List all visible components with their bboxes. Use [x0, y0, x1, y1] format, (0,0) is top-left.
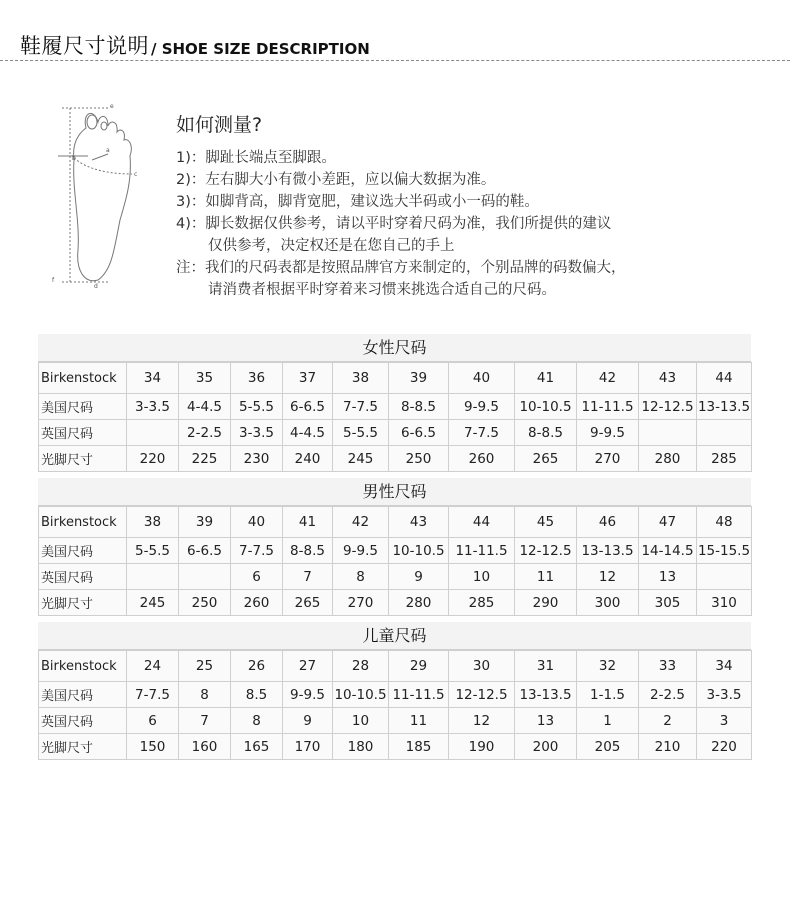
size-cell: 305	[639, 590, 697, 616]
foot-label-d: d	[94, 283, 98, 290]
size-cell: 6	[231, 564, 283, 590]
size-cell: 200	[515, 734, 577, 760]
foot-label-c: c	[134, 171, 138, 178]
size-cell: 8	[179, 682, 231, 708]
howto-line-4: 4)：脚长数据仅供参考，请以平时穿着尺码为准，我们所提供的建议	[176, 216, 612, 232]
size-cell: 11-11.5	[449, 538, 515, 564]
men-size-title: 男性尺码	[38, 478, 751, 506]
size-cell: 38	[127, 507, 179, 538]
howto-line-2: 2)：左右脚大小有微小差距，应以偏大数据为准。	[176, 172, 496, 188]
header-divider	[0, 60, 790, 61]
size-tables	[38, 334, 751, 760]
size-cell: 205	[577, 734, 639, 760]
size-cell: 210	[639, 734, 697, 760]
row-label: Birkenstock	[39, 507, 127, 538]
size-cell: 300	[577, 590, 639, 616]
foot-label-b: b	[72, 155, 76, 162]
size-cell: 7-7.5	[127, 682, 179, 708]
size-cell: 5-5.5	[127, 538, 179, 564]
row-label: 美国尺码	[39, 394, 127, 420]
size-cell: 7	[283, 564, 333, 590]
howto-line-1: 1)：脚趾长端点至脚跟。	[176, 150, 336, 166]
size-cell: 7-7.5	[449, 420, 515, 446]
kids-size-table	[38, 650, 752, 760]
size-row	[39, 363, 752, 394]
page-title-cn: 鞋履尺寸说明	[20, 34, 149, 58]
page-header	[20, 28, 370, 60]
foot-label-f: f	[52, 277, 55, 284]
size-cell: 9	[283, 708, 333, 734]
howto-note-2: 请消费者根据平时穿着来习惯来挑选合适自己的尺码。	[208, 282, 556, 298]
row-label: Birkenstock	[39, 651, 127, 682]
size-cell: 8-8.5	[389, 394, 449, 420]
size-cell: 3-3.5	[127, 394, 179, 420]
size-cell: 265	[283, 590, 333, 616]
size-cell: 220	[127, 446, 179, 472]
kids-size-section	[38, 622, 751, 760]
size-cell: 32	[577, 651, 639, 682]
size-cell: 6-6.5	[283, 394, 333, 420]
size-cell: 180	[333, 734, 389, 760]
men-size-section	[38, 478, 751, 616]
size-cell: 13-13.5	[515, 682, 577, 708]
howto-line-5: 仅供参考，决定权还是在您自己的手上	[208, 238, 455, 254]
row-label: 光脚尺寸	[39, 734, 127, 760]
size-row	[39, 538, 752, 564]
size-cell: 45	[515, 507, 577, 538]
size-cell: 11	[389, 708, 449, 734]
size-cell: 28	[333, 651, 389, 682]
size-cell: 15-15.5	[697, 538, 752, 564]
size-cell: 230	[231, 446, 283, 472]
size-cell: 4-4.5	[283, 420, 333, 446]
size-cell: 12-12.5	[515, 538, 577, 564]
size-cell: 8-8.5	[515, 420, 577, 446]
women-size-table	[38, 362, 752, 472]
row-label: 英国尺码	[39, 564, 127, 590]
size-cell: 43	[389, 507, 449, 538]
size-cell: 2-2.5	[639, 682, 697, 708]
size-row	[39, 446, 752, 472]
size-cell: 8-8.5	[283, 538, 333, 564]
size-cell: 9-9.5	[283, 682, 333, 708]
size-cell: 6-6.5	[179, 538, 231, 564]
size-cell	[697, 420, 752, 446]
size-cell: 38	[333, 363, 389, 394]
size-cell: 31	[515, 651, 577, 682]
size-cell: 7-7.5	[231, 538, 283, 564]
size-cell	[639, 420, 697, 446]
size-cell: 29	[389, 651, 449, 682]
size-cell: 11	[515, 564, 577, 590]
size-cell: 48	[697, 507, 752, 538]
size-row	[39, 420, 752, 446]
size-cell: 280	[639, 446, 697, 472]
row-label: 光脚尺寸	[39, 446, 127, 472]
size-cell: 2-2.5	[179, 420, 231, 446]
size-cell	[697, 564, 752, 590]
size-cell: 25	[179, 651, 231, 682]
size-cell: 7-7.5	[333, 394, 389, 420]
size-cell: 3-3.5	[697, 682, 752, 708]
size-cell: 40	[231, 507, 283, 538]
men-size-table	[38, 506, 752, 616]
size-cell: 10-10.5	[389, 538, 449, 564]
foot-label-e: e	[110, 103, 114, 110]
size-cell: 260	[231, 590, 283, 616]
size-cell: 1	[577, 708, 639, 734]
size-cell: 44	[449, 507, 515, 538]
size-cell: 3	[697, 708, 752, 734]
size-cell: 12-12.5	[639, 394, 697, 420]
size-row	[39, 708, 752, 734]
size-cell: 245	[333, 446, 389, 472]
size-cell: 24	[127, 651, 179, 682]
size-cell: 9-9.5	[449, 394, 515, 420]
size-cell: 10-10.5	[333, 682, 389, 708]
size-cell: 11-11.5	[577, 394, 639, 420]
size-cell	[127, 420, 179, 446]
size-cell: 13	[515, 708, 577, 734]
size-cell	[127, 564, 179, 590]
size-row	[39, 507, 752, 538]
size-cell: 12-12.5	[449, 682, 515, 708]
page-title-en: / SHOE SIZE DESCRIPTION	[151, 40, 370, 58]
size-cell: 26	[231, 651, 283, 682]
size-cell: 13-13.5	[577, 538, 639, 564]
size-cell: 34	[697, 651, 752, 682]
size-cell: 47	[639, 507, 697, 538]
women-size-title: 女性尺码	[38, 334, 751, 362]
size-cell: 165	[231, 734, 283, 760]
size-row	[39, 682, 752, 708]
size-cell: 13-13.5	[697, 394, 752, 420]
size-cell: 250	[179, 590, 231, 616]
row-label: 美国尺码	[39, 538, 127, 564]
size-cell: 34	[127, 363, 179, 394]
size-cell: 7	[179, 708, 231, 734]
kids-size-title: 儿童尺码	[38, 622, 751, 650]
size-cell: 4-4.5	[179, 394, 231, 420]
size-cell: 11-11.5	[389, 682, 449, 708]
size-cell: 270	[577, 446, 639, 472]
size-cell: 10-10.5	[515, 394, 577, 420]
size-cell: 9	[389, 564, 449, 590]
row-label: 英国尺码	[39, 420, 127, 446]
size-cell: 46	[577, 507, 639, 538]
size-cell: 10	[449, 564, 515, 590]
size-cell: 36	[231, 363, 283, 394]
row-label: 英国尺码	[39, 708, 127, 734]
size-cell: 285	[697, 446, 752, 472]
howto-note-1: 注：我们的尺码表都是按照品牌官方来制定的，个别品牌的码数偏大，	[176, 260, 626, 276]
size-row	[39, 590, 752, 616]
size-cell: 260	[449, 446, 515, 472]
size-cell	[179, 564, 231, 590]
row-label: 光脚尺寸	[39, 590, 127, 616]
size-cell: 30	[449, 651, 515, 682]
size-cell: 41	[515, 363, 577, 394]
size-cell: 245	[127, 590, 179, 616]
foot-outline	[74, 113, 132, 280]
size-cell: 2	[639, 708, 697, 734]
size-cell: 6	[127, 708, 179, 734]
size-cell: 5-5.5	[231, 394, 283, 420]
size-cell: 1-1.5	[577, 682, 639, 708]
size-cell: 280	[389, 590, 449, 616]
size-cell: 220	[697, 734, 752, 760]
size-cell: 6-6.5	[389, 420, 449, 446]
foot-measure-diagram	[48, 100, 148, 300]
size-cell: 3-3.5	[231, 420, 283, 446]
size-row	[39, 734, 752, 760]
size-cell: 12	[577, 564, 639, 590]
size-cell: 8.5	[231, 682, 283, 708]
size-row	[39, 394, 752, 420]
size-cell: 33	[639, 651, 697, 682]
size-cell: 40	[449, 363, 515, 394]
size-cell: 8	[231, 708, 283, 734]
size-row	[39, 564, 752, 590]
size-cell: 42	[577, 363, 639, 394]
size-cell: 39	[389, 363, 449, 394]
how-to-measure-title: 如何测量?	[176, 114, 263, 136]
size-cell: 225	[179, 446, 231, 472]
row-label: Birkenstock	[39, 363, 127, 394]
size-cell: 310	[697, 590, 752, 616]
size-cell: 240	[283, 446, 333, 472]
row-label: 美国尺码	[39, 682, 127, 708]
size-cell: 27	[283, 651, 333, 682]
size-cell: 12	[449, 708, 515, 734]
size-cell: 9-9.5	[577, 420, 639, 446]
size-row	[39, 651, 752, 682]
foot-label-a: a	[106, 147, 110, 154]
size-cell: 14-14.5	[639, 538, 697, 564]
size-cell: 185	[389, 734, 449, 760]
size-cell: 150	[127, 734, 179, 760]
how-to-measure	[176, 110, 756, 301]
size-cell: 160	[179, 734, 231, 760]
size-cell: 270	[333, 590, 389, 616]
size-cell: 35	[179, 363, 231, 394]
size-cell: 41	[283, 507, 333, 538]
size-cell: 8	[333, 564, 389, 590]
size-cell: 42	[333, 507, 389, 538]
women-size-section	[38, 334, 751, 472]
size-cell: 9-9.5	[333, 538, 389, 564]
size-cell: 290	[515, 590, 577, 616]
size-cell: 44	[697, 363, 752, 394]
size-cell: 10	[333, 708, 389, 734]
size-cell: 13	[639, 564, 697, 590]
size-cell: 5-5.5	[333, 420, 389, 446]
size-cell: 43	[639, 363, 697, 394]
howto-line-3: 3)：如脚背高，脚背宽肥，建议选大半码或小一码的鞋。	[176, 194, 539, 210]
size-cell: 250	[389, 446, 449, 472]
size-cell: 39	[179, 507, 231, 538]
size-cell: 37	[283, 363, 333, 394]
size-cell: 190	[449, 734, 515, 760]
size-cell: 265	[515, 446, 577, 472]
size-cell: 170	[283, 734, 333, 760]
size-cell: 285	[449, 590, 515, 616]
